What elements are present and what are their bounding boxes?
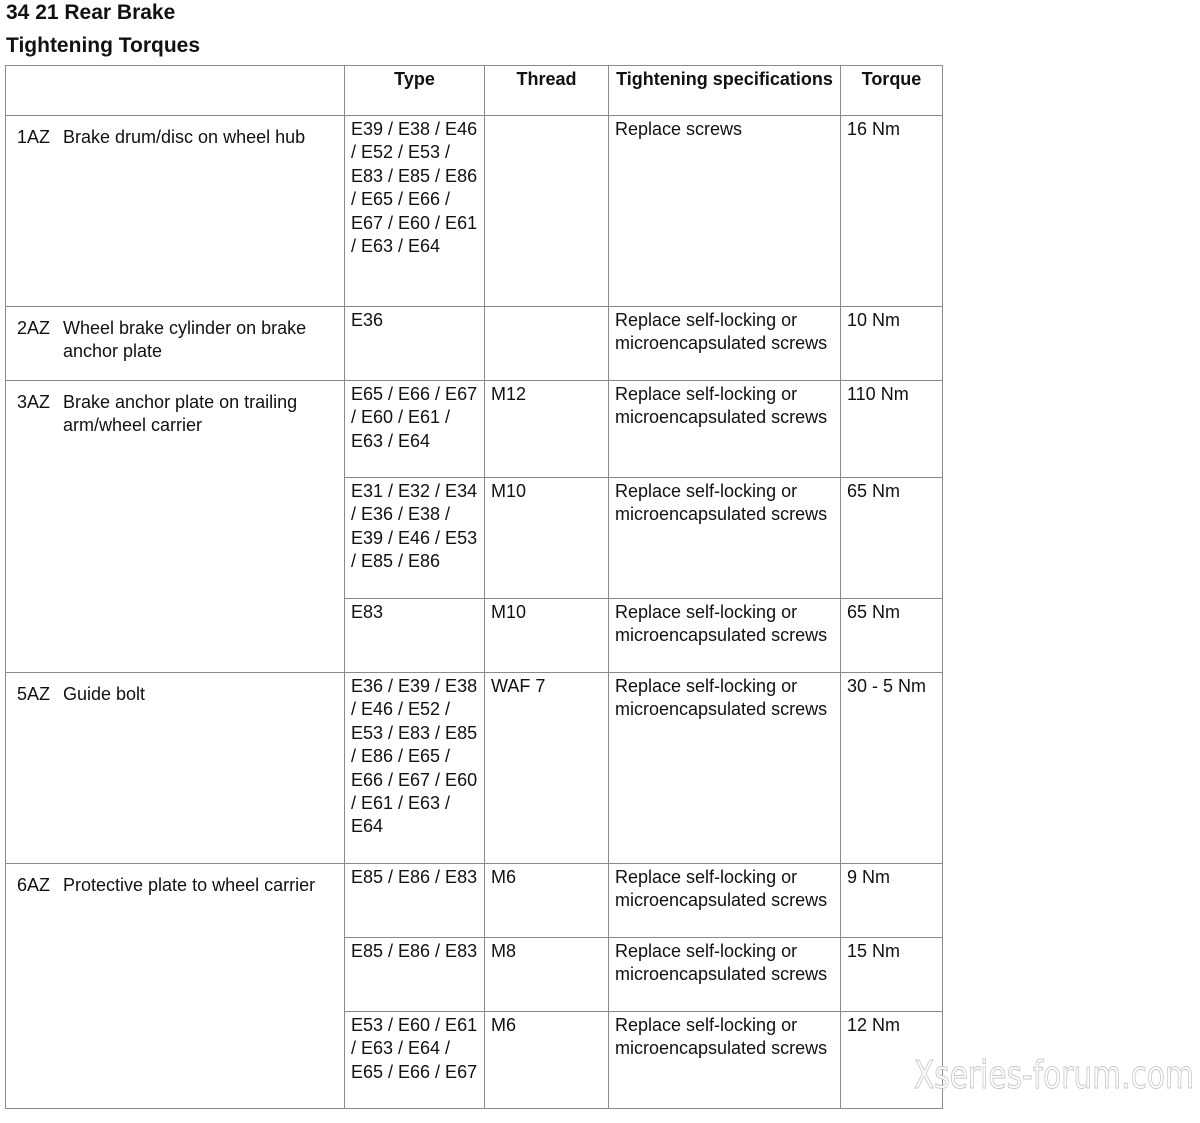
- torque-cell: 15 Nm: [841, 938, 943, 1012]
- spec-cell: Replace screws: [609, 116, 841, 307]
- spec-cell: Replace self-locking or microencapsulated screws: [609, 864, 841, 938]
- type-cell: E39 / E38 / E46 / E52 / E53 / E83 / E85 / E86 / E65 / E66 / E67 / E60 / E61 / E63 / E64: [345, 116, 485, 307]
- torque-cell: 65 Nm: [841, 599, 943, 673]
- thread-cell: [485, 116, 609, 307]
- item-cell: [6, 307, 345, 381]
- table-row: [6, 673, 943, 864]
- spec-cell: Replace self-locking or microencapsulated screws: [609, 1012, 841, 1109]
- thread-cell: M8: [485, 938, 609, 1012]
- thread-cell: M6: [485, 1012, 609, 1109]
- spec-cell: Replace self-locking or microencapsulated screws: [609, 381, 841, 478]
- item-description: Protective plate to wheel carrier: [63, 875, 316, 895]
- header-spec: Tightening specifications: [609, 66, 841, 116]
- item-cell: [6, 116, 345, 307]
- item-description: Brake anchor plate on trailing arm/wheel carrier: [63, 392, 298, 436]
- item-code: 3AZ: [17, 392, 51, 412]
- torque-table: [5, 65, 943, 1109]
- header-item: [6, 66, 345, 116]
- spec-cell: Replace self-locking or microencapsulated screws: [609, 307, 841, 381]
- spec-cell: Replace self-locking or microencapsulated screws: [609, 478, 841, 599]
- item-description: Wheel brake cylinder on brake anchor plate: [63, 318, 307, 362]
- header-torque: Torque: [841, 66, 943, 116]
- torque-cell: 16 Nm: [841, 116, 943, 307]
- table-row: [6, 381, 943, 478]
- type-cell: E85 / E86 / E83: [345, 864, 485, 938]
- type-cell: E53 / E60 / E61 / E63 / E64 / E65 / E66 / E67: [345, 1012, 485, 1109]
- header-row: [6, 66, 943, 116]
- torque-cell: 30 - 5 Nm: [841, 673, 943, 864]
- page-title: 34 21 Rear Brake: [6, 1, 176, 24]
- type-cell: E36: [345, 307, 485, 381]
- section-subtitle: Tightening Torques: [6, 34, 201, 57]
- type-cell: E85 / E86 / E83: [345, 938, 485, 1012]
- item-cell: [6, 381, 345, 673]
- table-row: [6, 307, 943, 381]
- type-cell: E31 / E32 / E34 / E36 / E38 / E39 / E46 / E53 / E85 / E86: [345, 478, 485, 599]
- item-code: 6AZ: [17, 875, 51, 895]
- type-cell: E65 / E66 / E67 / E60 / E61 / E63 / E64: [345, 381, 485, 478]
- item-code: 5AZ: [17, 684, 51, 704]
- thread-cell: M6: [485, 864, 609, 938]
- thread-cell: M10: [485, 599, 609, 673]
- type-cell: E36 / E39 / E38 / E46 / E52 / E53 / E83 / E85 / E86 / E65 / E66 / E67 / E60 / E61 / E63 / E64: [345, 673, 485, 864]
- spec-cell: Replace self-locking or microencapsulated screws: [609, 673, 841, 864]
- torque-cell: 10 Nm: [841, 307, 943, 381]
- type-cell: E83: [345, 599, 485, 673]
- header-type: Type: [345, 66, 485, 116]
- torque-cell: 110 Nm: [841, 381, 943, 478]
- thread-cell: M10: [485, 478, 609, 599]
- thread-cell: M12: [485, 381, 609, 478]
- thread-cell: WAF 7: [485, 673, 609, 864]
- torque-cell: 65 Nm: [841, 478, 943, 599]
- item-cell: [6, 864, 345, 1109]
- item-code: 1AZ: [17, 127, 51, 147]
- item-description: Brake drum/disc on wheel hub: [63, 127, 306, 147]
- spec-cell: Replace self-locking or microencapsulated screws: [609, 599, 841, 673]
- table-row: [6, 116, 943, 307]
- torque-cell: 9 Nm: [841, 864, 943, 938]
- item-description: Guide bolt: [63, 684, 146, 704]
- item-code: 2AZ: [17, 318, 51, 338]
- torque-cell: 12 Nm: [841, 1012, 943, 1109]
- header-thread: Thread: [485, 66, 609, 116]
- watermark: Xseries-forum.com: [914, 1053, 1194, 1097]
- table-row: [6, 864, 943, 938]
- spec-cell: Replace self-locking or microencapsulated screws: [609, 938, 841, 1012]
- item-cell: [6, 673, 345, 864]
- thread-cell: [485, 307, 609, 381]
